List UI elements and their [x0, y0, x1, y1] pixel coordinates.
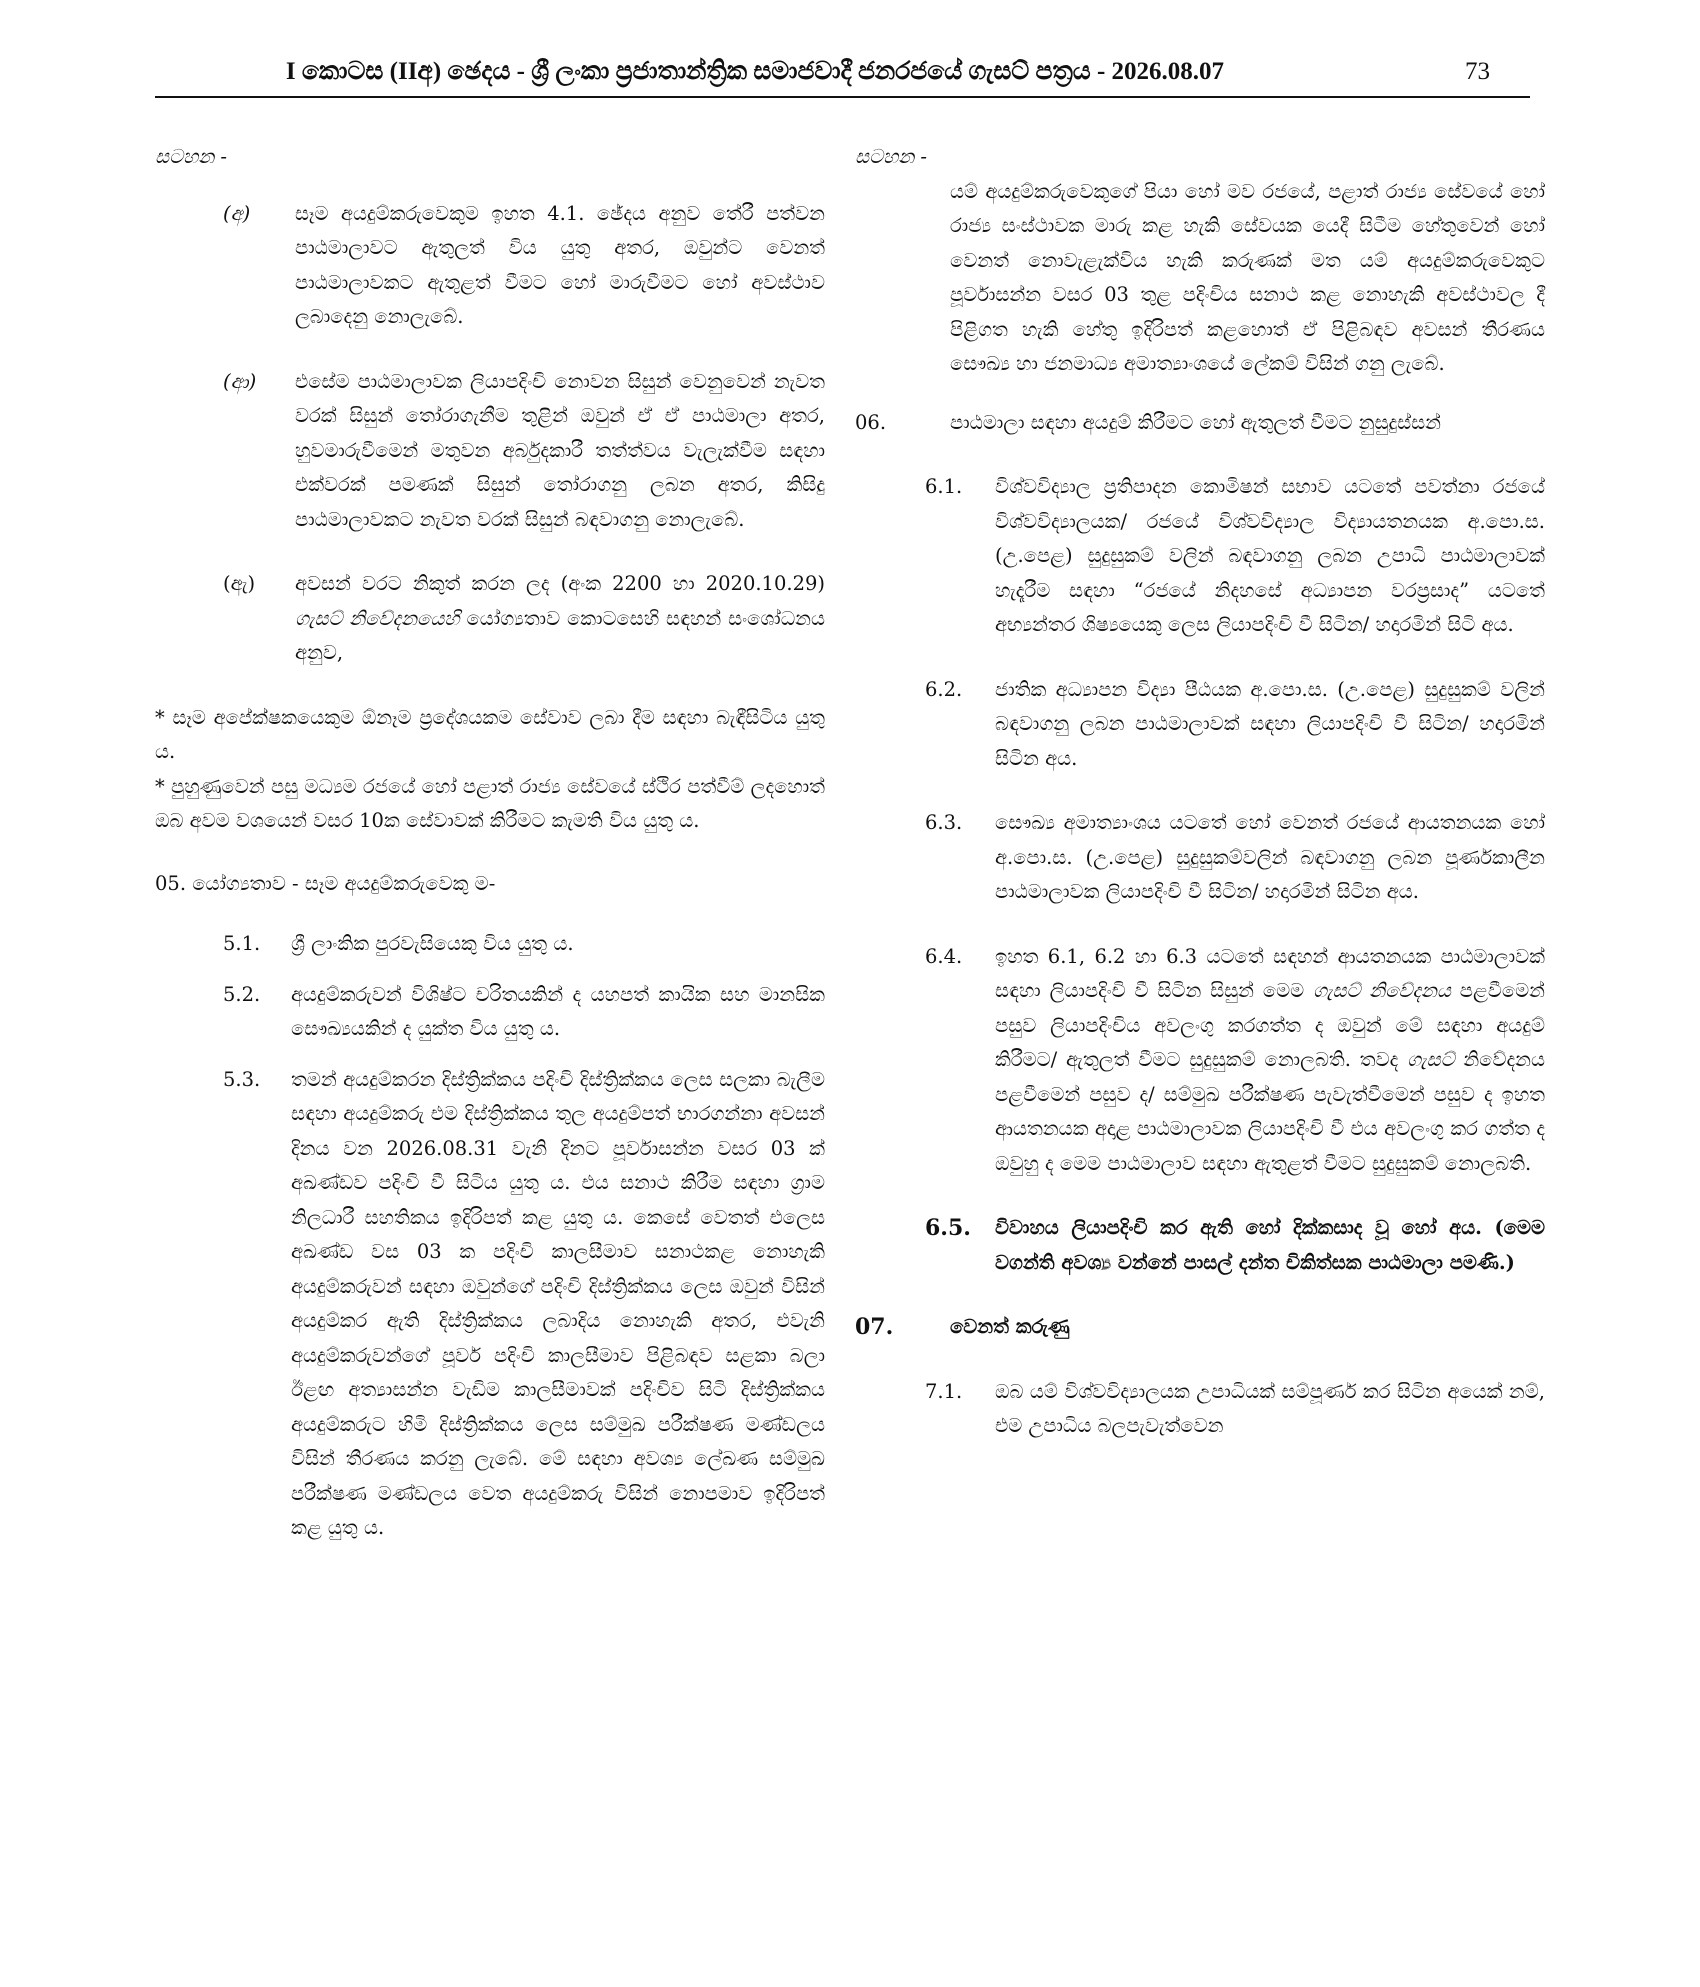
- clause-label: 6.5.: [925, 1215, 971, 1241]
- note-text: [295, 567, 825, 671]
- note-title: සටහන -: [855, 145, 928, 168]
- note-item-a: [155, 197, 825, 335]
- clause-7-1: [855, 1375, 1545, 1444]
- clause-label: 6.2.: [925, 677, 963, 701]
- section-title: පාඨමාලා සඳහා අයදුම් කිරීමට හෝ ඇතුලත් වීමට නුසුදුස්සන්: [950, 410, 1441, 434]
- note-label: (ඇ): [223, 572, 256, 595]
- note-item-ae: [155, 567, 825, 671]
- note-item-aa: [155, 365, 825, 538]
- clause-label: 5.1.: [223, 932, 261, 955]
- note-title: සටහන -: [155, 145, 228, 168]
- note-label: (ආ): [223, 369, 257, 393]
- section-06-heading: [855, 406, 1545, 441]
- clause-5-1: [155, 927, 825, 962]
- clause-6-2: [855, 673, 1545, 777]
- clause-text: ශ්‍රී ලාංකික පුරවැසියෙකු විය යුතු ය.: [291, 932, 574, 955]
- clause-text: ජාතික අධ්‍යාපන විද්‍යා පීඨයක අ.පො.ස. (උ.පෙළ) සුදුසුකම් වලින් බඳවාගනු ලබන පාඨමාලාවක් සඳහා ලියාපදිංචි වී සිටින/ හදාරමින් සිටින අය.: [995, 677, 1545, 770]
- header-rule: [155, 96, 1530, 98]
- clause-text: තමන් අයදුම්කරන දිස්ත්‍රික්කය පදිංචි දිස්ත්‍රික්කය ලෙස සලකා බැලීම සඳහා අයදුම්කරු එම දිස්ත්‍රික්කය තුල අයදුම්පත් භාරගන්නා අවසන් දිනය වන 2026.08.31 වැනි දිනට පූර්වාසන්න වසර 03 ක් අඛණ්ඩව පදිංචි වී සිටිය යුතු ය. එය සනාථ කිරීම සඳහා ග්‍රාම නිලධාරී සහතිකය ඉදිරිපත් කළ යුතු ය. කෙසේ වෙතත් එලෙස අඛණ්ඩ වස 03 ක පදිංචි කාලසීමාව සනාථකළ නොහැකි අයදුම්කරුවන් සඳහා ඔවුන්ගේ පදිංචි දිස්ත්‍රික්කය ලෙස ඔවුන් විසින් අයදුම්කර ඇති දිස්ත්‍රික්කය ලබාදිය නොහැකි අතර, එවැනි අයදුම්කරුවන්ගේ පූර්ව පදිංචි කාලසීමාව පිළිබඳව සළකා බලා ඊළඟ අත්‍යාසන්න වැඩිම කාලසීමාවක් පදිංචිව සිටි දිස්ත්‍රික්කය අයදුම්කරුට හිමි දිස්ත්‍රික්කය ලෙස සම්මුඛ පරීක්ෂණ මණ්ඩලය විසින් තීරණය කරනු ලැබේ. මේ සඳහා අවශ්‍ය ලේඛණ සම්මුඛ පරීක්ෂණ මණ්ඩලය වෙත අයදුම්කරු විසින් නොපමාව ඉදිරිපත් කළ යුතු ය.: [291, 1067, 825, 1539]
- page-number: 73: [1465, 58, 1490, 85]
- clause-5-3: [155, 1063, 825, 1546]
- clause-label: 6.4.: [925, 944, 963, 968]
- clause-label: 5.3.: [223, 1067, 261, 1091]
- section-number: 06.: [855, 410, 887, 434]
- clause-label: 6.1.: [925, 475, 963, 498]
- clause-6-3: [855, 806, 1545, 910]
- gazette-italic: ගැසට් නිවේදනයෙහි: [295, 606, 460, 630]
- clause-label: 5.2.: [223, 982, 261, 1006]
- clause-text: අයදුම්කරුවන් විශිෂ්ට චරිතයකින් ද යහපත් කායික සහ මානසික සෞඛ්‍යයකින් ද යුක්ත විය යුතු ය.: [291, 982, 825, 1040]
- clause-text: ඔබ යම් විශ්වවිද්‍යාලයක උපාධියක් සම්පූර්ණ කර සිටින අයෙක් නම්, එම උපාධිය බලපැවැත්වෙන: [995, 1379, 1545, 1437]
- star-note-1: * සෑම අපේක්ෂකයෙකුම ඕනෑම ප්‍රදේශයකම සේවාව ලබා දීම සඳහා බැඳීසිටිය යුතු ය.: [155, 705, 825, 763]
- clause-text: විශ්වවිද්‍යාල ප්‍රතිපාදන කොමිෂන් සභාව යටතේ පවත්නා රජයේ විශ්වවිද්‍යාලයක/ රජයේ විශ්වවිද්‍යාල විද්‍යායතනයක අ.පො.ස.(උ.පෙළ) සුදුසුකම් වලින් බඳවාගනු ලබන උපාධි පාඨමාලාවක් හැදෑරීම සඳහා “රජයේ නිදහසේ අධ්‍යාපන වරප්‍රසාද” යටතේ අභ්‍යන්තර ශිෂ්‍යයෙකු ලෙස ලියාපදිංචි වී සිටින/ හදාරමින් සිටි අය.: [995, 475, 1545, 636]
- clause-label: 7.1.: [925, 1379, 963, 1403]
- clause-6-5: [855, 1211, 1545, 1280]
- section-title: වෙනත් කරුණු: [950, 1315, 1070, 1338]
- right-column: [855, 140, 1545, 1474]
- section-number: 07.: [855, 1314, 894, 1340]
- clause-6-4: [855, 940, 1545, 1182]
- left-column: [155, 140, 825, 1562]
- clause-text: විවාහය ලියාපදිංචි කර ඇති හෝ දික්කසාද වූ හෝ අය. (මෙම වගන්ති අවශ්‍ය වන්නේ පාසල් දන්ත චිකිත්සක පාඨමාලා පමණි.): [995, 1216, 1545, 1274]
- clause-6-1: [855, 470, 1545, 643]
- note-label: (අ): [223, 201, 251, 225]
- section-05-heading: [155, 867, 825, 902]
- clause-text-part: ඉහත 6.1, 6.2 හා 6.3 යටතේ සඳහන් ආයතනයක පාඨමාලාවක් සඳහා ලියාපදිංචි වී සිටින සිසුන් මෙම: [995, 944, 1545, 1002]
- header-title: I කොටස (IIඅ) ඡෙදය - ශ්‍රී ලංකා ප්‍රජාතාන්ත්‍රික සමාජවාදී ජනරජයේ ගැසට් පත්‍රය - 2026.08.07: [285, 58, 1225, 85]
- note-text: එසේම පාඨමාලාවක ලියාපදිංචි නොවන සිසුන් වෙනුවෙන් නැවත වරක් සිසුන් තෝරාගැනීම තුළින් ඔවුන් ඒ ඒ පාඨමාලා අතර, හුවමාරුවීමෙන් මතුවන අර්බුදකාරී තත්ත්වය වැලැක්වීම සඳහා එක්වරක් පමණක් සිසුන් තෝරාගනු ලබන අතර, කිසිදු පාඨමාලාවකට නැවත වරක් සිසුන් බඳවාගනු නොලැබේ.: [295, 369, 825, 531]
- clause-text: සෞඛ්‍ය අමාත්‍යාංශය යටතේ හෝ වෙනත් රජයේ ආයතනයක හෝ අ.පො.ස. (උ.පෙළ) සුදුසුකම්වලින් බඳවාගනු ලබන පූර්ණකාලීන පාඨමාලාවක ලියාපදිංචි වී සිටින/ හදාරමින් සිටින අය.: [995, 811, 1545, 903]
- clause-text: [995, 940, 1545, 1182]
- star-note-2: * පුහුණුවෙන් පසු මධ්‍යම රජයේ හෝ පළාත් රාජ්‍ය සේවයේ ස්ථිර පත්වීම් ලදහොත් ඔබ අවම වශයෙන් වසර 10ක සේවාවක් කිරීමට කැමති විය යුතු ය.: [155, 774, 825, 832]
- gazette-italic: ගැසට්: [1407, 1048, 1455, 1071]
- gazette-italic: ගැසට් නිවේදනය: [1313, 979, 1451, 1002]
- clause-text-part: පළවීමෙන් පසුව ලියාපදිංචිය අවලංගු කරගත්ත ද ඔවුන් මේ සඳහා අයදුම් කිරීමට/ ඇතුලත් වීමට සුදුසුකම් නොලබති. තවද: [995, 979, 1545, 1071]
- section-07-heading: [855, 1310, 1545, 1345]
- clause-5-2: [155, 978, 825, 1047]
- clause-label: 6.3.: [925, 811, 963, 834]
- section-number: 05.: [155, 871, 187, 895]
- note-text-part: යෝග්‍යතාව කොටසෙහි සඳහන් සංශෝධනය අනුව,: [295, 606, 826, 664]
- note-text-part: අවසන් වරට නිකුත් කරන ලද (අංක 2200 හා 2020.10.29): [295, 572, 825, 595]
- clause-text-part: නිවේදනය පළවීමෙන් පසුව ද/ සම්මුඛ පරීක්ෂණ පැවැත්වීමෙන් පසුව ද ඉහත ආයතනයක අදාළ පාඨමාලාවක ලියාපදිංචි වී එය අවලංගු කර ගත්ත ද ඔවුහු ද මෙම පාඨමාලාව සඳහා ඇතුළත් වීමට සුදුසුකම් නොලබති.: [995, 1048, 1545, 1175]
- section-title: යෝග්‍යතාව - සෑම අයදුම්කරුවෙකු ම-: [192, 871, 496, 895]
- note-body: යම් අයදුම්කරුවෙකුගේ පියා හෝ මව රජයේ, පළාත් රාජ්‍ය සේවයේ හෝ රාජ්‍ය සංස්ථාවක මාරු කළ හැකි සේවයක යෙදී සිටීම හේතුවෙන් හෝ වෙනත් නොවැළැක්විය හැකි කරුණක් මත යම් අයදුම්කරුවෙකුට පූර්වාසන්න වසර 03 තුළ පදිංචිය සනාථ කළ නොහැකි අවස්ථාවල දී පිළිගත හැකි හේතු ඉදිරිපත් කළහොත් ඒ පිළිබඳව අවසන් තීරණය සෞඛ්‍ය හා ජනමාධ්‍ය අමාත්‍යාංශයේ ලේකම් විසින් ගනු ලැබේ.: [950, 179, 1545, 375]
- note-text: සෑම අයදුම්කරුවෙකුම ඉහත 4.1. ඡේදය අනුව තේරී පත්වන පාඨමාලාවට ඇතුලත් විය යුතු අතර, ඔවුන්ට වෙනත් පාඨමාලාවකට ඇතුළත් වීමට හෝ මාරුවීමට හෝ අවස්ථාව ලබාදෙනු නොලැබේ.: [295, 201, 825, 328]
